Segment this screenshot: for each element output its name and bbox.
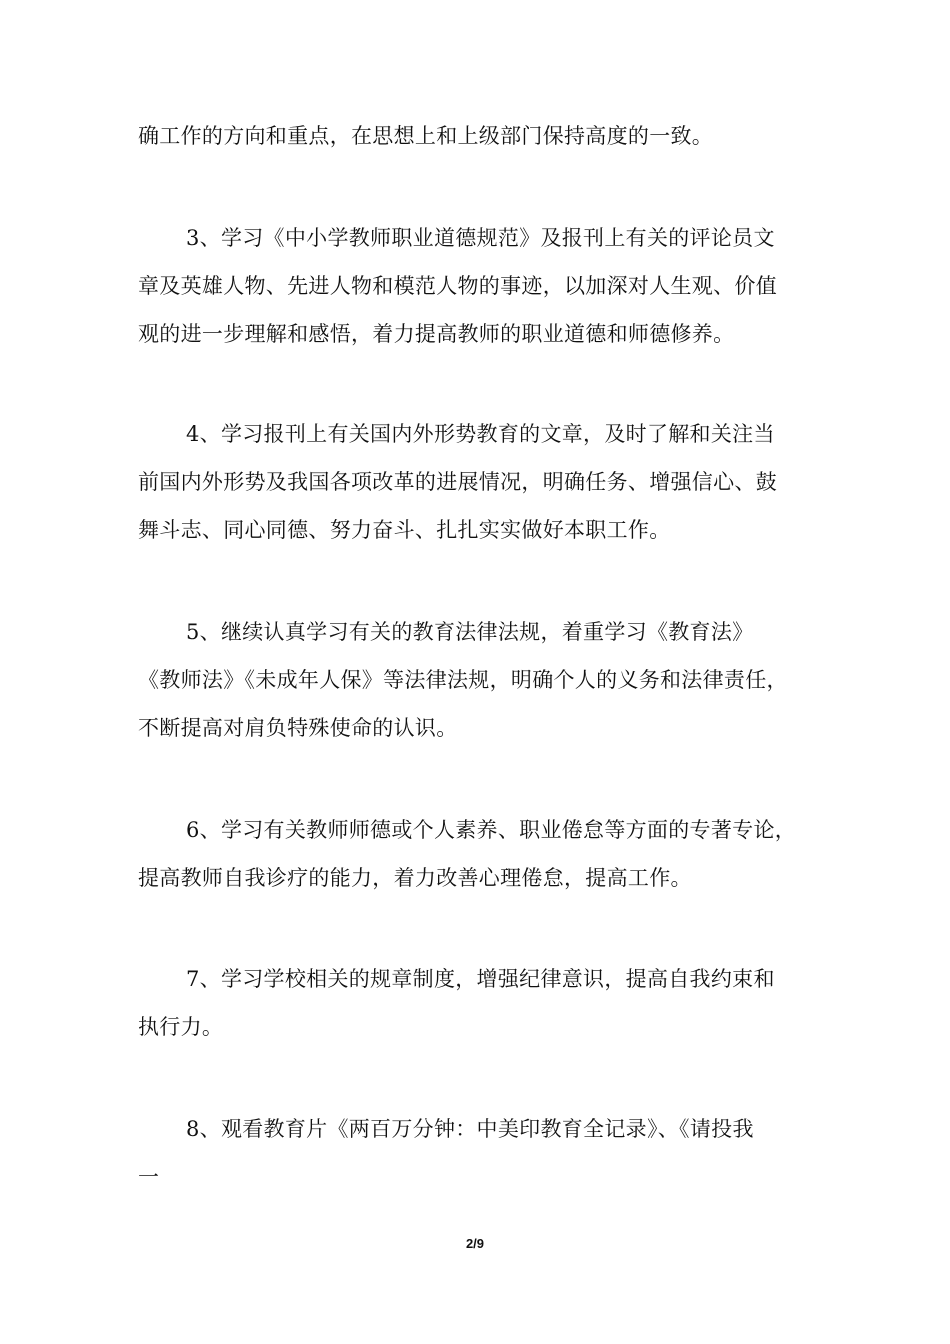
text-line: 4、学习报刊上有关国内外形势教育的文章，及时了解和关注当 [186,422,775,446]
paragraph-item-5 [138,608,838,752]
paragraph-item-3 [138,214,838,358]
text-line: 6、学习有关教师师德或个人素养、职业倦怠等方面的专著专论， [186,818,797,842]
text-line: 8、观看教育片《两百万分钟：中美印教育全记录》、《请投我 [186,1117,754,1141]
paragraph-item-6 [138,806,838,902]
text-line: 舞斗志、同心同德、努力奋斗、扎扎实实做好本职工作。 [138,518,671,542]
paragraph-item-8 [138,1105,838,1201]
paragraph-continuation [138,112,838,160]
text-line: 不断提高对肩负特殊使命的认识。 [138,716,458,740]
text-line: 《教师法》《未成年人保》等法律法规，明确个人的义务和法律责任， [138,668,788,692]
text-line: 确工作的方向和重点，在思想上和上级部门保持高度的一致。 [138,124,714,148]
text-line: 章及英雄人物、先进人物和模范人物的事迹，以加深对人生观、价值 [138,274,777,298]
text-line: 7、学习学校相关的规章制度，增强纪律意识，提高自我约束和 [186,967,775,991]
page-number: 2/9 [465,1236,485,1251]
text-line: 5、继续认真学习有关的教育法律法规，着重学习《教育法》 [186,620,754,644]
text-line: 一 [138,1165,160,1189]
text-line: 执行力。 [138,1015,224,1039]
text-line: 3、学习《中小学教师职业道德规范》及报刊上有关的评论员文 [186,226,775,250]
text-line: 观的进一步理解和感悟，着力提高教师的职业道德和师德修养。 [138,322,735,346]
paragraph-item-7 [138,955,838,1051]
text-line: 前国内外形势及我国各项改革的进展情况，明确任务、增强信心、鼓 [138,470,777,494]
paragraph-item-4 [138,410,838,554]
text-line: 提高教师自我诊疗的能力，着力改善心理倦怠，提高工作。 [138,866,692,890]
